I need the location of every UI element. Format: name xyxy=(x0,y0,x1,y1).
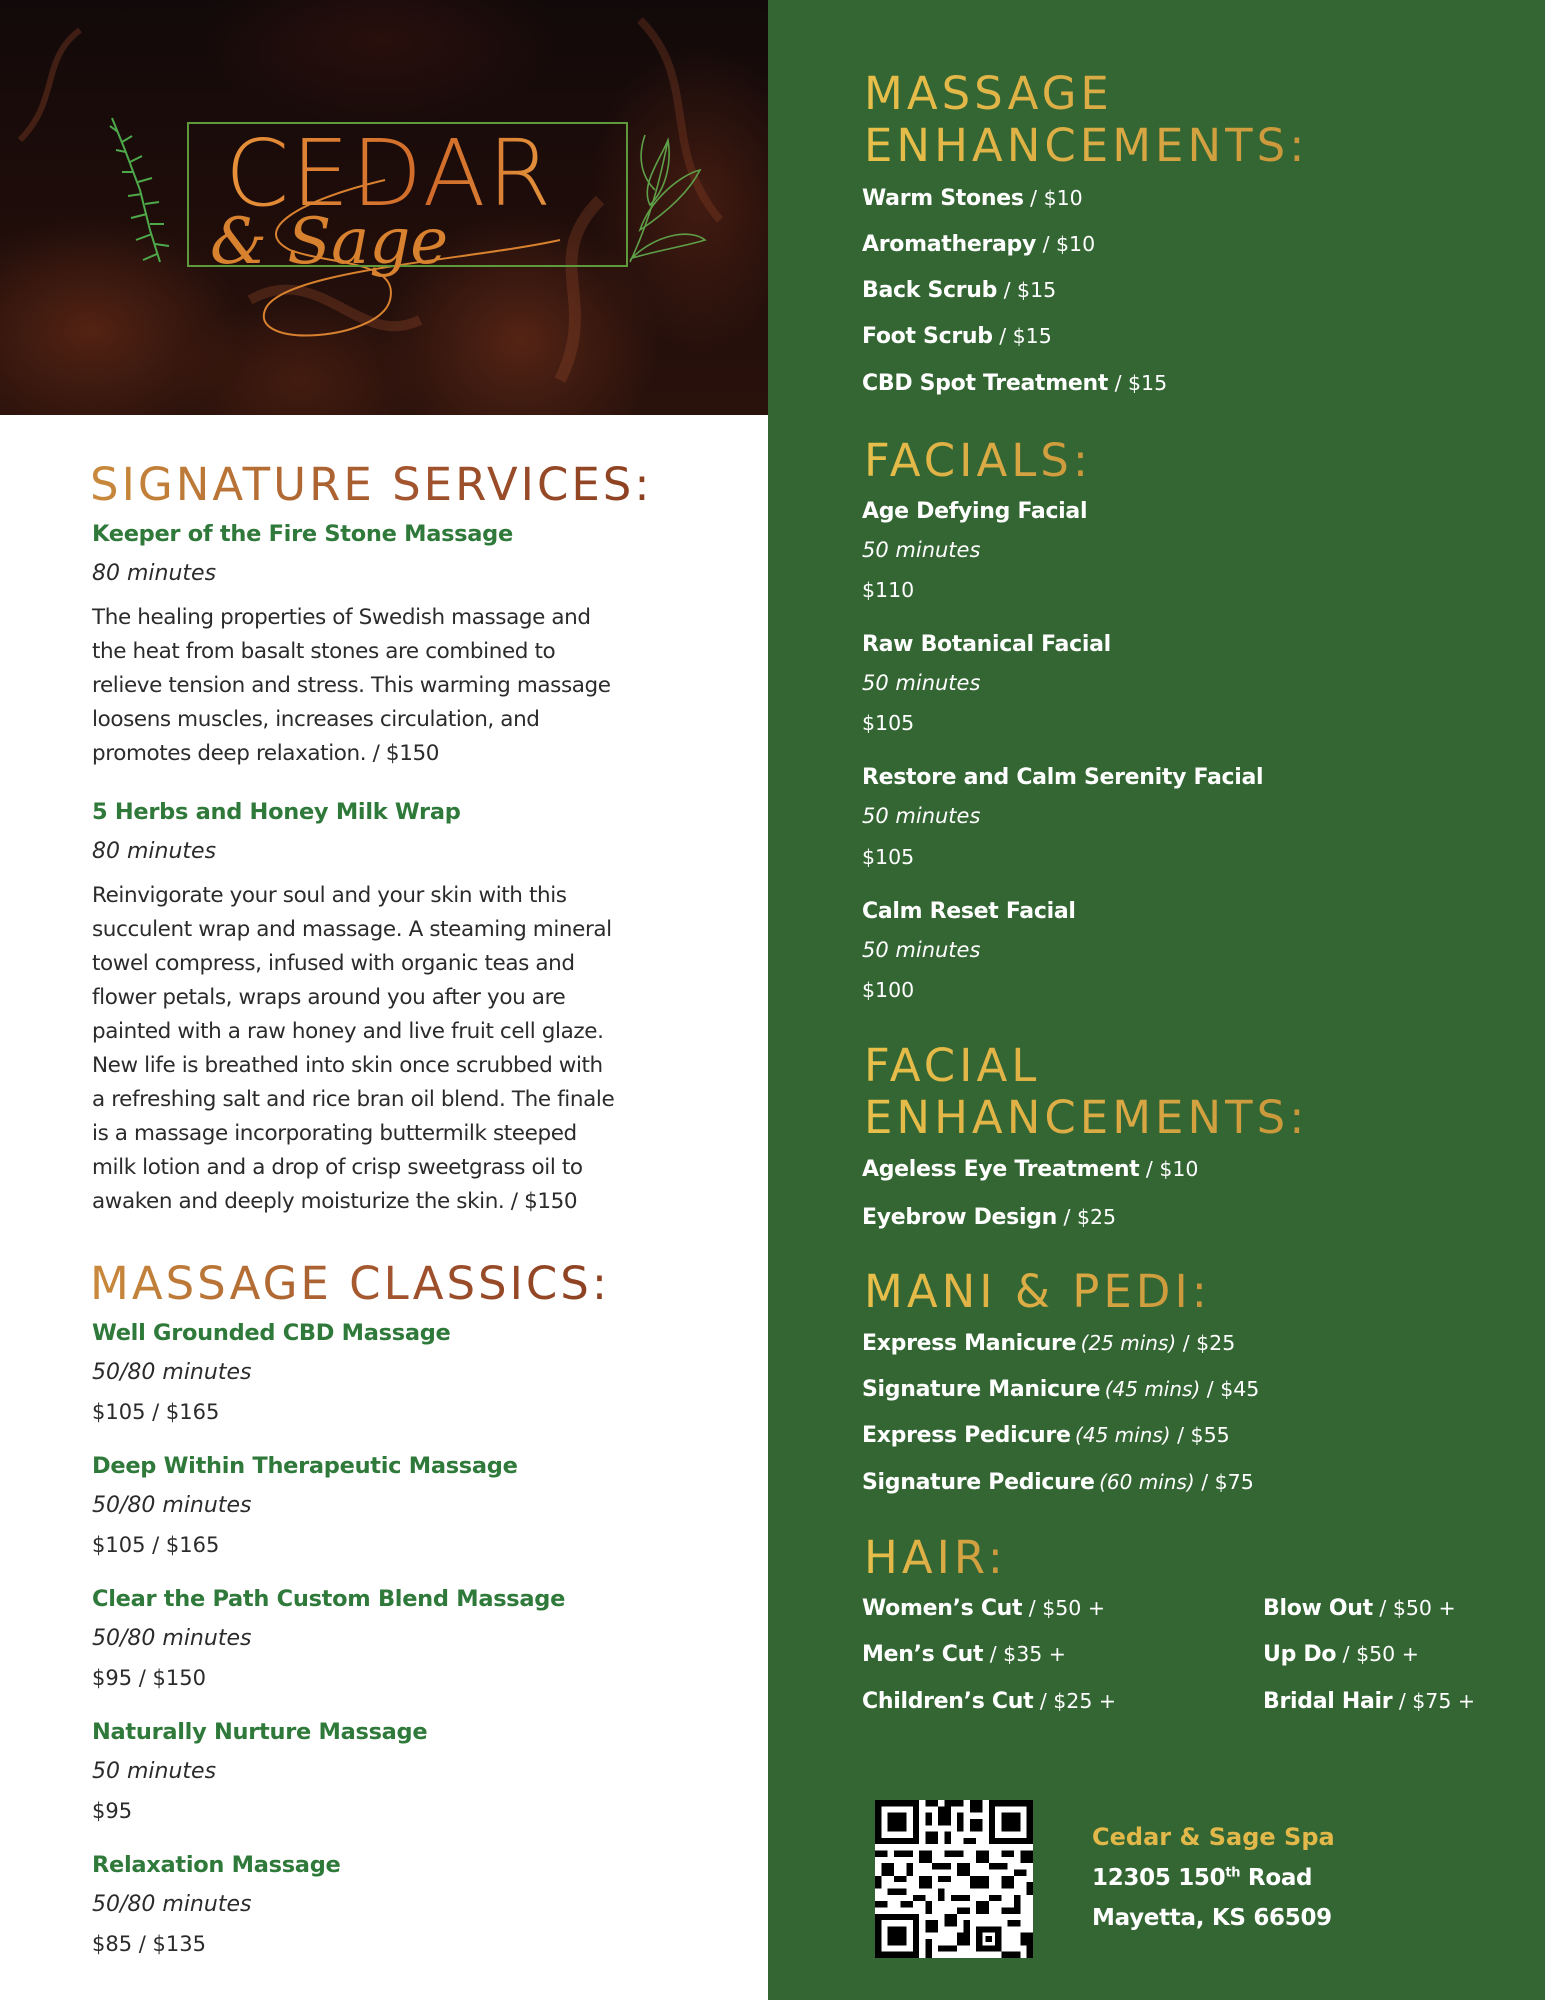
service-duration: 50 minutes xyxy=(92,1759,217,1784)
list-item: Ageless Eye Treatment / $10 xyxy=(862,1157,1199,1182)
list-item: Blow Out / $50 + xyxy=(1263,1596,1456,1621)
service-duration: 50 minutes xyxy=(862,938,981,962)
service-price: $105 xyxy=(862,845,915,869)
contact-city: Mayetta, KS 66509 xyxy=(1092,1905,1332,1931)
list-item: Aromatherapy / $10 xyxy=(862,232,1096,257)
service-description: The healing properties of Swedish massage and the heat from basalt stones are combined to relieve tension and stress. This warming massage loosens muscles, increases circulation, and promotes deep relaxation. / $150 xyxy=(92,605,611,766)
service-price: $105 / $165 xyxy=(92,1533,220,1557)
service-duration: 50/80 minutes xyxy=(92,1626,252,1651)
service-price: $105 / $165 xyxy=(92,1400,220,1424)
service-duration: 80 minutes xyxy=(92,839,217,864)
list-item: Foot Scrub / $15 xyxy=(862,324,1052,349)
list-item: Bridal Hair / $75 + xyxy=(1263,1689,1476,1714)
section-title-classics: MASSAGE CLASSICS: xyxy=(90,1257,611,1310)
service-price: $100 xyxy=(862,978,915,1002)
section-title-hair: HAIR: xyxy=(864,1531,1007,1584)
list-item: Men’s Cut / $35 + xyxy=(862,1642,1066,1667)
service-name: Relaxation Massage xyxy=(92,1852,341,1878)
service-name: Clear the Path Custom Blend Massage xyxy=(92,1586,566,1612)
hero-banner xyxy=(0,0,768,415)
list-item: Signature Pedicure (60 mins) / $75 xyxy=(862,1470,1254,1495)
list-item: Warm Stones / $10 xyxy=(862,186,1083,211)
section-title-facials: FACIALS: xyxy=(864,434,1093,487)
service-price: $85 / $135 xyxy=(92,1932,206,1956)
list-item: Up Do / $50 + xyxy=(1263,1642,1419,1667)
logo-wordmark: CEDAR xyxy=(225,128,595,220)
service-duration: 50/80 minutes xyxy=(92,1493,252,1518)
list-item: Signature Manicure (45 mins) / $45 xyxy=(862,1377,1260,1402)
service-duration: 50 minutes xyxy=(862,671,981,695)
service-name: Raw Botanical Facial xyxy=(862,632,1111,657)
cedar-sprig-icon xyxy=(110,118,169,262)
service-name: Well Grounded CBD Massage xyxy=(92,1320,451,1346)
logo-script: & Sage xyxy=(210,205,449,279)
service-duration: 50 minutes xyxy=(862,538,981,562)
list-item: Eyebrow Design / $25 xyxy=(862,1205,1117,1230)
service-duration: 50/80 minutes xyxy=(92,1360,252,1385)
service-name: 5 Herbs and Honey Milk Wrap xyxy=(92,799,461,825)
service-name: Restore and Calm Serenity Facial xyxy=(862,765,1264,790)
list-item: Women’s Cut / $50 + xyxy=(862,1596,1106,1621)
service-price: $95 xyxy=(92,1799,133,1823)
service-price: $95 / $150 xyxy=(92,1666,206,1690)
service-duration: 50/80 minutes xyxy=(92,1892,252,1917)
service-duration: 80 minutes xyxy=(92,561,217,586)
list-item: CBD Spot Treatment / $15 xyxy=(862,371,1168,396)
service-name: Age Defying Facial xyxy=(862,499,1088,524)
service-name: Calm Reset Facial xyxy=(862,899,1076,924)
service-price: $105 xyxy=(862,711,915,735)
service-description: Reinvigorate your soul and your skin with this succulent wrap and massage. A steaming mineral towel compress, infused with organic teas and flower petals, wraps around you after you are painted with a raw honey and live fruit cell glaze. New life is breathed into skin once scrubbed with a refreshing salt and rice bran oil blend. The finale is a massage incorporating buttermilk steeped milk lotion and a drop of crisp sweetgrass oil to awaken and deeply moisturize the skin. / $150 xyxy=(92,883,615,1214)
list-item: Express Manicure (25 mins) / $25 xyxy=(862,1331,1236,1356)
section-title-signature: SIGNATURE SERVICES: xyxy=(90,458,653,511)
service-name: Naturally Nurture Massage xyxy=(92,1719,428,1745)
service-name: Keeper of the Fire Stone Massage xyxy=(92,521,513,547)
contact-street: 12305 150th Road xyxy=(1092,1865,1313,1891)
section-title-facial-enhancements: FACIAL ENHANCEMENTS: xyxy=(864,1039,1309,1144)
section-title-massage-enhancements: MASSAGE ENHANCEMENTS: xyxy=(864,67,1309,172)
sage-leaves-icon xyxy=(630,135,705,262)
section-title-mani-pedi: MANI & PEDI: xyxy=(864,1265,1211,1318)
service-duration: 50 minutes xyxy=(862,804,981,828)
service-price: $110 xyxy=(862,578,915,602)
contact-business-name: Cedar & Sage Spa xyxy=(1092,1823,1335,1851)
service-name: Deep Within Therapeutic Massage xyxy=(92,1453,518,1479)
qr-code-icon[interactable] xyxy=(875,1800,1033,1958)
list-item: Children’s Cut / $25 + xyxy=(862,1689,1117,1714)
list-item: Express Pedicure (45 mins) / $55 xyxy=(862,1423,1230,1448)
list-item: Back Scrub / $15 xyxy=(862,278,1057,303)
